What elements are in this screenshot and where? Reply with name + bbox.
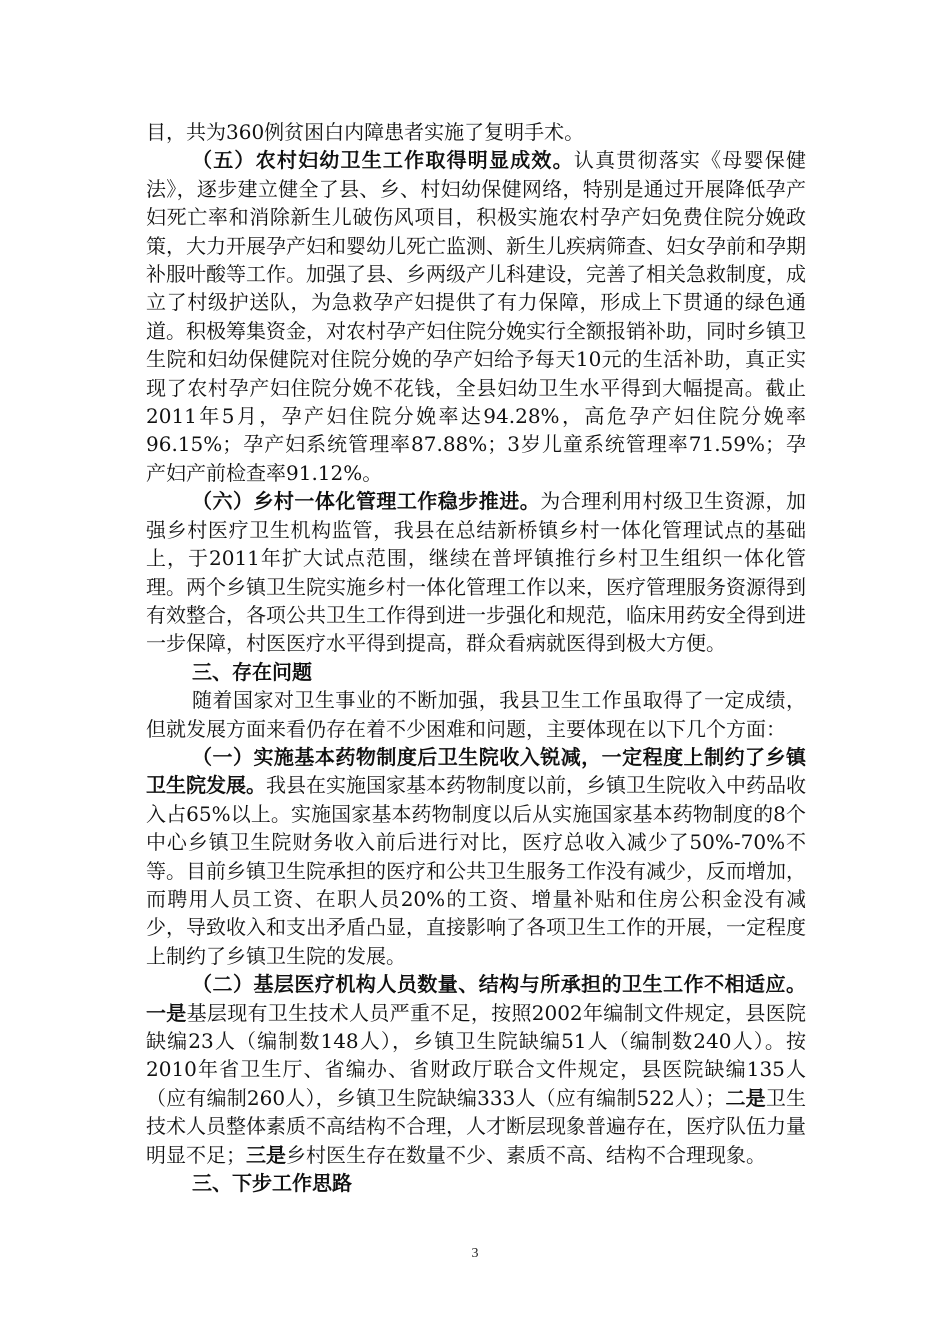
paragraph-women-child-health [146,146,806,487]
paragraph-lead: （一）实施基本药物制度后卫生院收入锐减，一定程度上制约了乡镇卫生院发展。 [146,744,806,798]
enumeration-first: 一是 [146,1000,187,1025]
paragraph-problems-intro [146,686,806,743]
paragraph-staffing [146,970,806,1169]
paragraph-text: 随着国家对卫生事业的不断加强，我县卫生工作虽取得了一定成绩，但就发展方面来看仍存在着不少困难和问题，主要体现在以下几个方面： [146,688,806,741]
page-number: 3 [471,1246,479,1261]
paragraph-lead: （六）乡村一体化管理工作稳步推进。 [192,489,541,514]
enumeration-third: 三是 [246,1142,286,1167]
paragraph-essential-drugs [146,743,806,970]
enumeration-second: 二是 [725,1085,766,1110]
paragraph-text: 乡村医生存在数量不少、素质不高、结构不合理现象。 [286,1142,766,1167]
paragraph-text: 为合理利用村级卫生资源，加强乡村医疗卫生机构监管，我县在总结新桥镇乡村一体化管理试点的基础上，于2011年扩大试点范围，继续在普坪镇推行乡村卫生组织一体化管理。两个乡镇卫生院实施乡村一体化管理工作以来，医疗管理服务资源得到有效整合，各项公共卫生工作得到进一步强化和规范，临床用药安全得到进一步保障，村医医疗水平得到提高，群众看病就医得到极大方便。 [146,489,807,656]
paragraph-text: 基层现有卫生技术人员严重不足，按照2002年编制文件规定，县医院缺编23人（编制数148人），乡镇卫生院缺编51人（编制数240人）。按2010年省卫生厅、省编办、省财政厅联合文件规定，县医院缺编135人（应有编制260人），乡镇卫生院缺编333人（应有编制522人）； [146,1000,806,1110]
section-heading-next-steps: 三、下步工作思路 [192,1171,352,1196]
paragraph-1-text: 目，共为360例贫困白内障患者实施了复明手术。 [146,120,585,144]
paragraph-lead: （五）农村妇幼卫生工作取得明显成效。 [192,148,574,173]
paragraph-text: 我县在实施国家基本药物制度以前，乡镇卫生院收入中药品收入占65%以上。实施国家基本药物制度以后从实施国家基本药物制度的8个中心乡镇卫生院财务收入前后进行对比，医疗总收入减少了50%-70%不等。目前乡镇卫生院承担的医疗和公共卫生服务工作没有减少，反而增加，而聘用人员工资、在职人员20%的工资、增量补贴和住房公积金没有减少，导致收入和支出矛盾凸显，直接影响了各项卫生工作的开展，一定程度上制约了乡镇卫生院的发展。 [146,773,806,968]
paragraph-text: 卫生技术人员整体素质不高结构不合理，人才断层现象普遍存在，医疗队伍力量明显不足； [146,1085,806,1167]
document-body [146,118,806,1197]
paragraph-1 [146,118,806,146]
paragraph-lead: （二）基层医疗机构人员数量、结构与所承担的卫生工作不相适应。 [192,972,806,997]
section-heading-problems: 三、存在问题 [192,659,312,684]
paragraph-rural-integration [146,487,806,657]
paragraph-text: 认真贯彻落实《母婴保健法》，逐步建立健全了县、乡、村妇幼保健网络，特别是通过开展降低孕产妇死亡率和消除新生儿破伤风项目，积极实施农村孕产妇免费住院分娩政策，大力开展孕产妇和婴幼儿死亡监测、新生儿疾病筛查、妇女孕前和孕期补服叶酸等工作。加强了县、乡两级产儿科建设，完善了相关急救制度，成立了村级护送队，为急救孕产妇提供了有力保障，形成上下贯通的绿色通道。积极筹集资金，对农村孕产妇住院分娩实行全额报销补助，同时乡镇卫生院和妇幼保健院对住院分娩的孕产妇给予每天10元的生活补助，真正实现了农村孕产妇住院分娩不花钱，全县妇幼卫生水平得到大幅提高。截止2011年5月，孕产妇住院分娩率达94.28%，高危孕产妇住院分娩率96.15%；孕产妇系统管理率87.88%；3岁儿童系统管理率71.59%；孕产妇产前检查率91.12%。 [146,148,807,485]
